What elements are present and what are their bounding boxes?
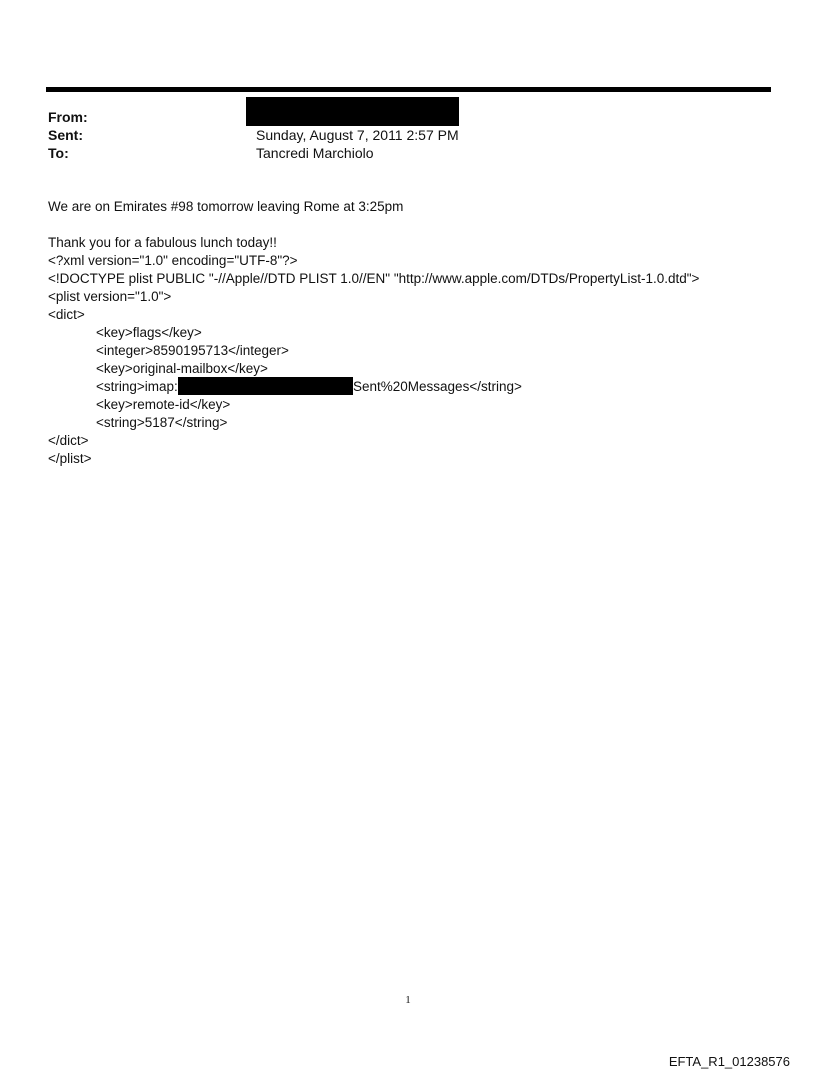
from-label: From: [48,109,88,125]
string-imap-prefix: <string>imap: [96,379,178,394]
doctype-line: <!DOCTYPE plist PUBLIC "-//Apple//DTD PLIST 1.0//EN" "http://www.apple.com/DTDs/PropertyList-1.0.dtd"> [48,271,700,286]
string-imap-suffix: Sent%20Messages</string> [353,379,522,394]
key-original-mailbox: <key>original-mailbox</key> [96,361,268,376]
sent-label: Sent: [48,127,83,143]
bates-number: EFTA_R1_01238576 [668,1054,790,1069]
xml-declaration: <?xml version="1.0" encoding="UTF-8"?> [48,253,298,268]
sent-value: Sunday, August 7, 2011 2:57 PM [256,127,459,143]
to-label: To: [48,145,69,161]
imap-redaction [178,377,353,395]
to-value: Tancredi Marchiolo [256,145,374,161]
from-redaction [246,97,459,126]
integer-flags: <integer>8590195713</integer> [96,343,289,358]
dict-close: </dict> [48,433,89,448]
key-remote-id: <key>remote-id</key> [96,397,231,412]
page-number: 1 [405,994,411,1006]
body-line-thanks: Thank you for a fabulous lunch today!! [48,235,277,250]
body-line-flight: We are on Emirates #98 tomorrow leaving Rome at 3:25pm [48,199,404,214]
plist-open: <plist version="1.0"> [48,289,172,304]
dict-open: <dict> [48,307,85,322]
key-flags: <key>flags</key> [96,325,202,340]
header-rule [46,87,771,92]
string-remote-id: <string>5187</string> [96,415,228,430]
plist-close: </plist> [48,451,92,466]
